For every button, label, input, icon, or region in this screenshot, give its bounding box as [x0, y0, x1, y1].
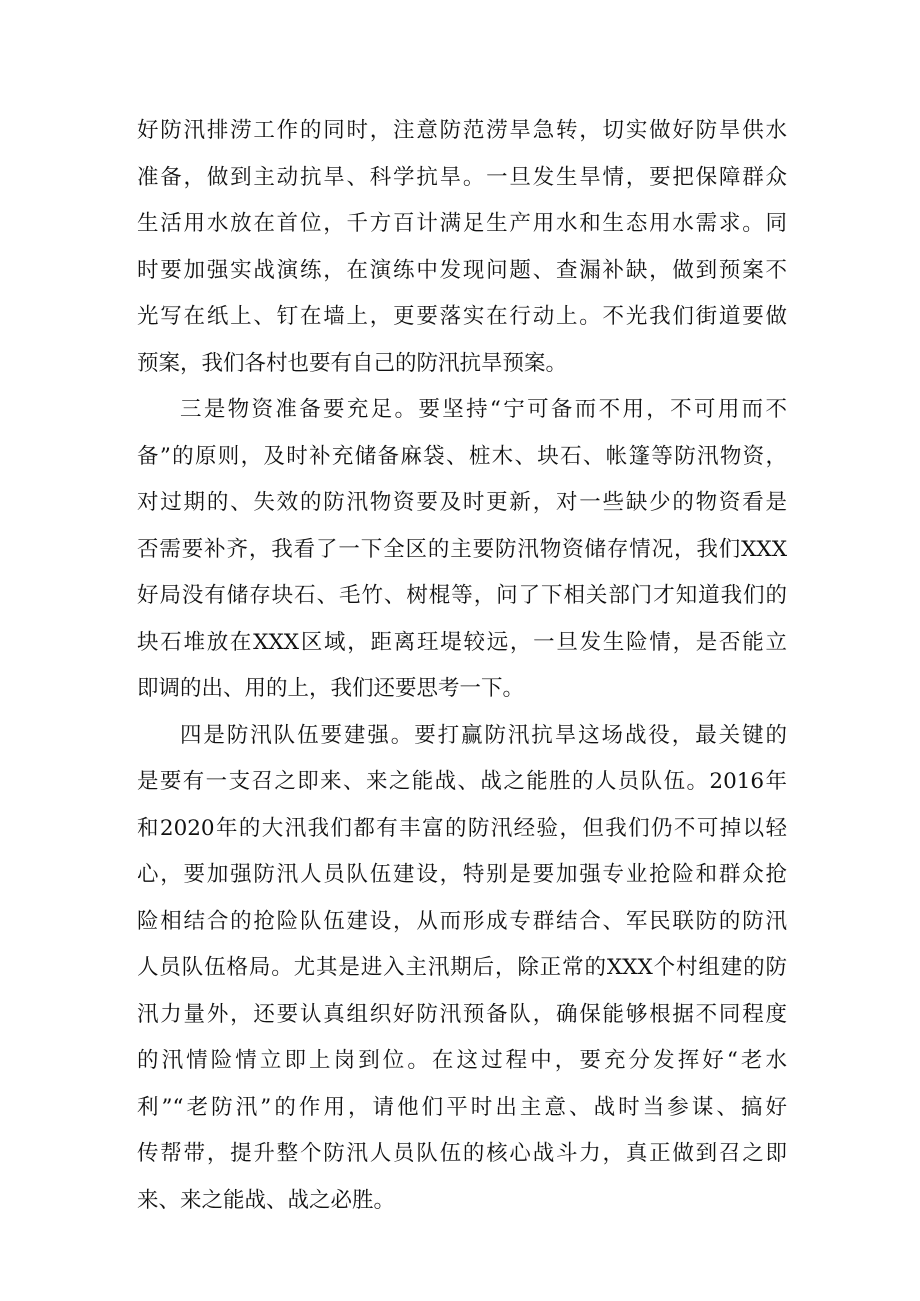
text-line: 传帮带，提升整个防汛人员队伍的核心战斗力，真正做到召之即	[137, 1141, 787, 1166]
text-line: 生活用水放在首位，千方百计满足生产用水和生态用水需求。同	[137, 211, 787, 236]
text-line: 对过期的、失效的防汛物资要及时更新，对一些缺少的物资看是	[137, 490, 787, 515]
text-line: 准备，做到主动抗旱、科学抗旱。一旦发生旱情，要把保障群众	[137, 164, 787, 190]
text-line: 来、来之能战、战之必胜。	[137, 1187, 396, 1213]
text-line: 是要有一支召之即来、来之能战、战之能胜的人员队伍。2016年	[137, 769, 787, 794]
document-body	[137, 108, 787, 1224]
text-line: 的汛情险情立即上岗到位。在这过程中，要充分发挥好“老水	[137, 1048, 787, 1073]
text-line: 块石堆放在XXX区域，距离玨堤较远，一旦发生险情，是否能立	[137, 629, 787, 655]
text-line: 即调的出、用的上，我们还要思考一下。	[137, 676, 525, 701]
text-line: 心，要加强防汛人员队伍建设，特别是要加强专业抢险和群众抢	[137, 862, 787, 887]
text-line: 好防汛排涝工作的同时，注意防范涝旱急转，切实做好防旱供水	[137, 118, 787, 143]
text-line: 和2020年的大汛我们都有丰富的防汛经验，但我们仍不可掉以轻	[137, 815, 787, 841]
text-line: 预案，我们各村也要有自己的防汛抗旱预案。	[137, 350, 568, 376]
text-line: 人员队伍格局。尤其是进入主汛期后，除正常的XXX个村组建的防	[137, 955, 787, 980]
paragraph-2	[137, 387, 787, 713]
text-line: 四是防汛队伍要建强。要打赢防汛抗旱这场战役，最关键的	[180, 722, 787, 748]
text-line: 险相结合的抢险队伍建设，从而形成专群结合、军民联防的防汛	[137, 908, 787, 934]
paragraph-3	[137, 713, 787, 1225]
text-line: 备”的原则，及时补充储备麻袋、桩木、块石、帐篷等防汛物资，	[137, 443, 787, 469]
text-line: 利”“老防汛”的作用，请他们平时出主意、战时当参谋、搞好	[137, 1094, 787, 1120]
text-line: 光写在纸上、钉在墙上，更要落实在行动上。不光我们街道要做	[137, 304, 787, 329]
text-line: 好局没有储存块石、毛竹、树棍等，问了下相关部门才知道我们的	[137, 583, 787, 608]
text-line: 三是物资准备要充足。要坚持“宁可备而不用，不可用而不	[180, 397, 787, 422]
text-line: 汛力量外，还要认真组织好防汛预备队，确保能够根据不同程度	[137, 1001, 787, 1027]
text-line: 否需要补齐，我看了一下全区的主要防汛物资储存情况，我们XXX	[137, 536, 787, 562]
paragraph-1	[137, 108, 787, 387]
text-line: 时要加强实战演练，在演练中发现问题、查漏补缺，做到预案不	[137, 257, 787, 283]
